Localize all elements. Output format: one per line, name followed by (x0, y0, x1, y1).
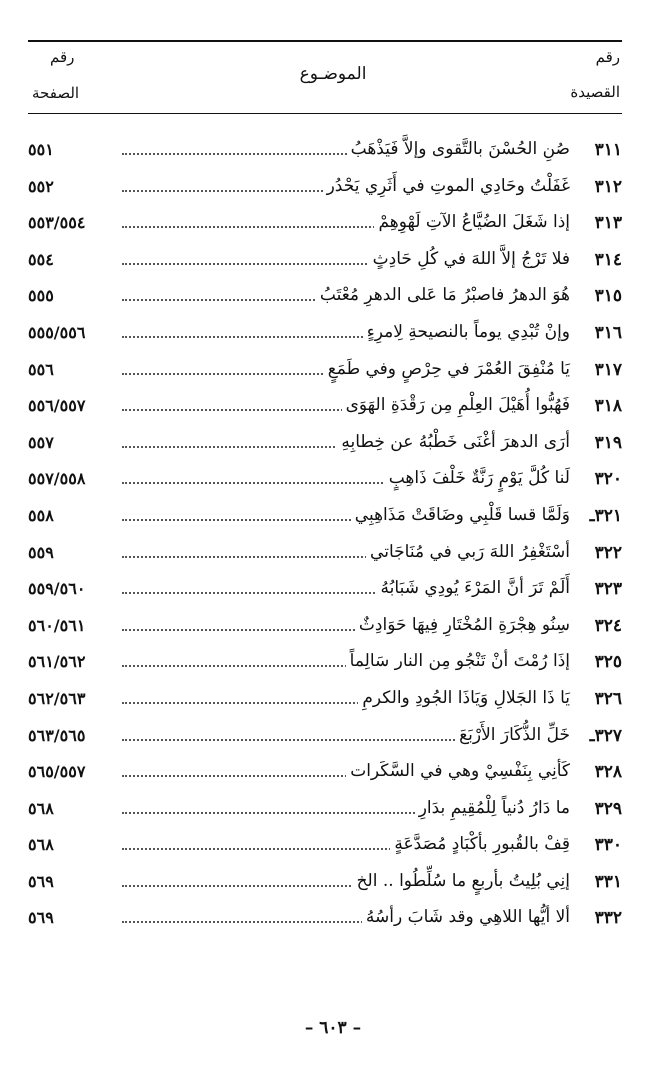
index-row (28, 281, 622, 318)
poem-number: ٣١٥ (594, 286, 622, 307)
poem-first-line: أرَى الدهرَ أغْنَى خَطْبُهُ عن خِطابِهِ (337, 430, 570, 454)
page-reference: ٥٦٠/٥٦١ (28, 615, 86, 635)
poem-first-line: هُوَ الدهرُ فاصبْرُ مَا عَلى الدهرِ مُعْتَبُ (316, 283, 570, 307)
index-row (28, 501, 622, 538)
poem-first-line: إذَا رُمْتَ أنْ تَنْجُو مِن النار سَالِماً (346, 649, 570, 673)
poem-first-line: ما دَارُ دُنياً لِلْمُقِيمِ بدَارِ (415, 796, 570, 820)
page-reference: ٥٥٢ (28, 176, 54, 196)
index-row (28, 538, 622, 575)
page-reference: ٥٦٢/٥٦٣ (28, 688, 86, 708)
page-reference: ٥٥٧ (28, 432, 54, 452)
page-reference: ٥٥٥/٥٥٦ (28, 322, 86, 342)
poem-number-header-line2: القصيدة (570, 83, 620, 101)
poem-number: ٣٢٠ (594, 469, 622, 490)
page-reference: ٥٥٨ (28, 505, 54, 525)
index-row (28, 684, 622, 721)
page-reference: ٥٥٦/٥٥٧ (28, 396, 86, 416)
poem-number: ٣٣٢ (594, 908, 622, 929)
index-row (28, 721, 622, 758)
index-row (28, 135, 622, 172)
page-reference: ٥٥٧/٥٥٨ (28, 469, 86, 489)
poem-first-line: أسْتَغْفِرُ اللهَ رَبي في مُنَاجَاتي (366, 540, 570, 564)
index-row (28, 245, 622, 282)
poem-number: ٣٢٦ (594, 688, 622, 709)
poem-number: ٣٢٩ (594, 798, 622, 819)
page-reference: ٥٥٥ (28, 286, 54, 306)
poem-first-line: قِفْ بالقُبورِ بأكْبَادٍ مُصَدَّعَةٍ (390, 832, 570, 856)
poem-number: ٣١٨ (594, 396, 622, 417)
poem-number: ٣١٦ (594, 322, 622, 343)
poem-first-line: صُنِ الحُسْنَ بالتَّقوى وإلاَّ فَيَذْهَبُ (347, 137, 570, 161)
page-reference: ٥٥١ (28, 140, 54, 159)
topic-header: الموضـوع (299, 64, 367, 84)
page-reference: ٥٦٣/٥٦٥ (28, 725, 86, 745)
poem-number: ٣١٣ (594, 213, 622, 234)
poem-number-header-line1: رقم (595, 48, 620, 66)
poem-first-line: سِنُو هِجْرَةِ المُخْتَارِ فِيهَا حَوَادِثٌ (355, 613, 570, 637)
index-row (28, 867, 622, 904)
poem-number: ٣١٧ (594, 359, 622, 380)
page-reference: ٥٥٦ (28, 359, 54, 379)
dot-leader (122, 739, 502, 741)
poem-number: ٣٢٧ـ (589, 725, 622, 746)
poem-number: ٣٣١ (594, 871, 622, 892)
poem-number: ٣٢٣ (594, 579, 622, 600)
poem-number: ٣١٤ (594, 249, 622, 270)
index-row (28, 794, 622, 831)
poem-number: ٣٢٥ (594, 652, 622, 673)
page-reference: ٥٦٩ (28, 908, 54, 928)
poem-first-line: فلا تَرْجُ إلاَّ اللهَ في كُلِ حَادِثٍ (369, 247, 570, 271)
page-reference: ٥٥٣/٥٥٤ (28, 213, 86, 233)
header-rule (28, 113, 622, 114)
index-row (28, 757, 622, 794)
page-number-footer: – ٦٠٣ – (304, 1018, 362, 1038)
poem-number: ٣٢٢ (594, 542, 622, 563)
poem-number: ٣١٢ (594, 176, 622, 197)
poem-first-line: إذا شَغَلَ الضُيَّاعُ الآتِ لَهْوِهِمْ (374, 210, 570, 234)
index-row (28, 318, 622, 355)
page-reference: ٥٦١/٥٦٢ (28, 652, 86, 672)
index-row (28, 208, 622, 245)
index-row (28, 464, 622, 501)
poem-number: ٣٢٤ (594, 615, 622, 636)
page-reference: ٥٦٩ (28, 871, 54, 891)
top-rule (28, 40, 622, 42)
poem-first-line: يَا مُنْفِقَ العُمْرَ في حِرْصٍ وفي طَمَعٍ (324, 357, 570, 381)
index-row (28, 647, 622, 684)
index-row (28, 611, 622, 648)
poem-first-line: ألا أيُّها اللاهِي وقد شَابَ رأسُهُ (362, 905, 570, 929)
poem-number: ٣٢٨ (594, 762, 622, 783)
index-row (28, 172, 622, 209)
poem-first-line: لَنا كُلَّ يَوْمٍ رَنَّةٌ خَلْفَ ذَاهِبٍ (385, 466, 570, 490)
poem-first-line: فَهُبُّوا أُهَيْلَ العِلْمِ مِن رَقْدَةِ الهَوَى (342, 393, 570, 417)
index-list (28, 135, 622, 940)
poem-number: ٣١٩ (594, 432, 622, 453)
poem-first-line: وَلَمَّا قسا قَلْبِي وضَاقَتْ مَذَاهِبِي (351, 503, 570, 527)
index-row (28, 903, 622, 940)
page-number-header-line1: رقم (50, 48, 75, 66)
poem-first-line: وإنْ تُبْدِي يوماً بالنصيحةِ لِامرِءٍ (363, 320, 570, 344)
page-number-header-line2: الصفحة (32, 84, 80, 102)
page-reference: ٥٦٨ (28, 798, 54, 818)
index-row (28, 830, 622, 867)
poem-first-line: أَلَمْ تَرَ أنَّ المَرْءَ يُودِي شَبَابُهُ (377, 576, 570, 600)
page-reference: ٥٥٩/٥٦٠ (28, 579, 86, 599)
poem-number: ٣١١ (594, 140, 622, 160)
page-reference: ٥٥٤ (28, 249, 54, 269)
poem-number: ٣٢١ـ (589, 505, 622, 526)
index-row (28, 574, 622, 611)
poem-first-line: يَا ذَا الجَلالِ وَيَاذَا الجُودِ والكرمِ (358, 686, 570, 710)
poem-first-line: كَأنِي بِنَفْسِيْ وهي في السَّكَرات (346, 759, 570, 783)
poem-first-line: غَفَلْتُ وحَادِي الموتِ في أَثَرِي يَحْدُر (323, 174, 570, 198)
page-reference: ٥٦٥/٥٥٧ (28, 762, 86, 782)
page-reference: ٥٦٨ (28, 835, 54, 855)
index-row (28, 391, 622, 428)
poem-number: ٣٣٠ (594, 835, 622, 856)
page-reference: ٥٥٩ (28, 542, 54, 562)
index-row (28, 428, 622, 465)
poem-first-line: إنِي بُلِيتُ بأربعٍ ما سُلِّطُوا .. الخ (353, 869, 570, 893)
poem-first-line: خَلِّ الذُّكَارَ الأَرْبَعَ (455, 723, 570, 747)
index-row (28, 355, 622, 392)
